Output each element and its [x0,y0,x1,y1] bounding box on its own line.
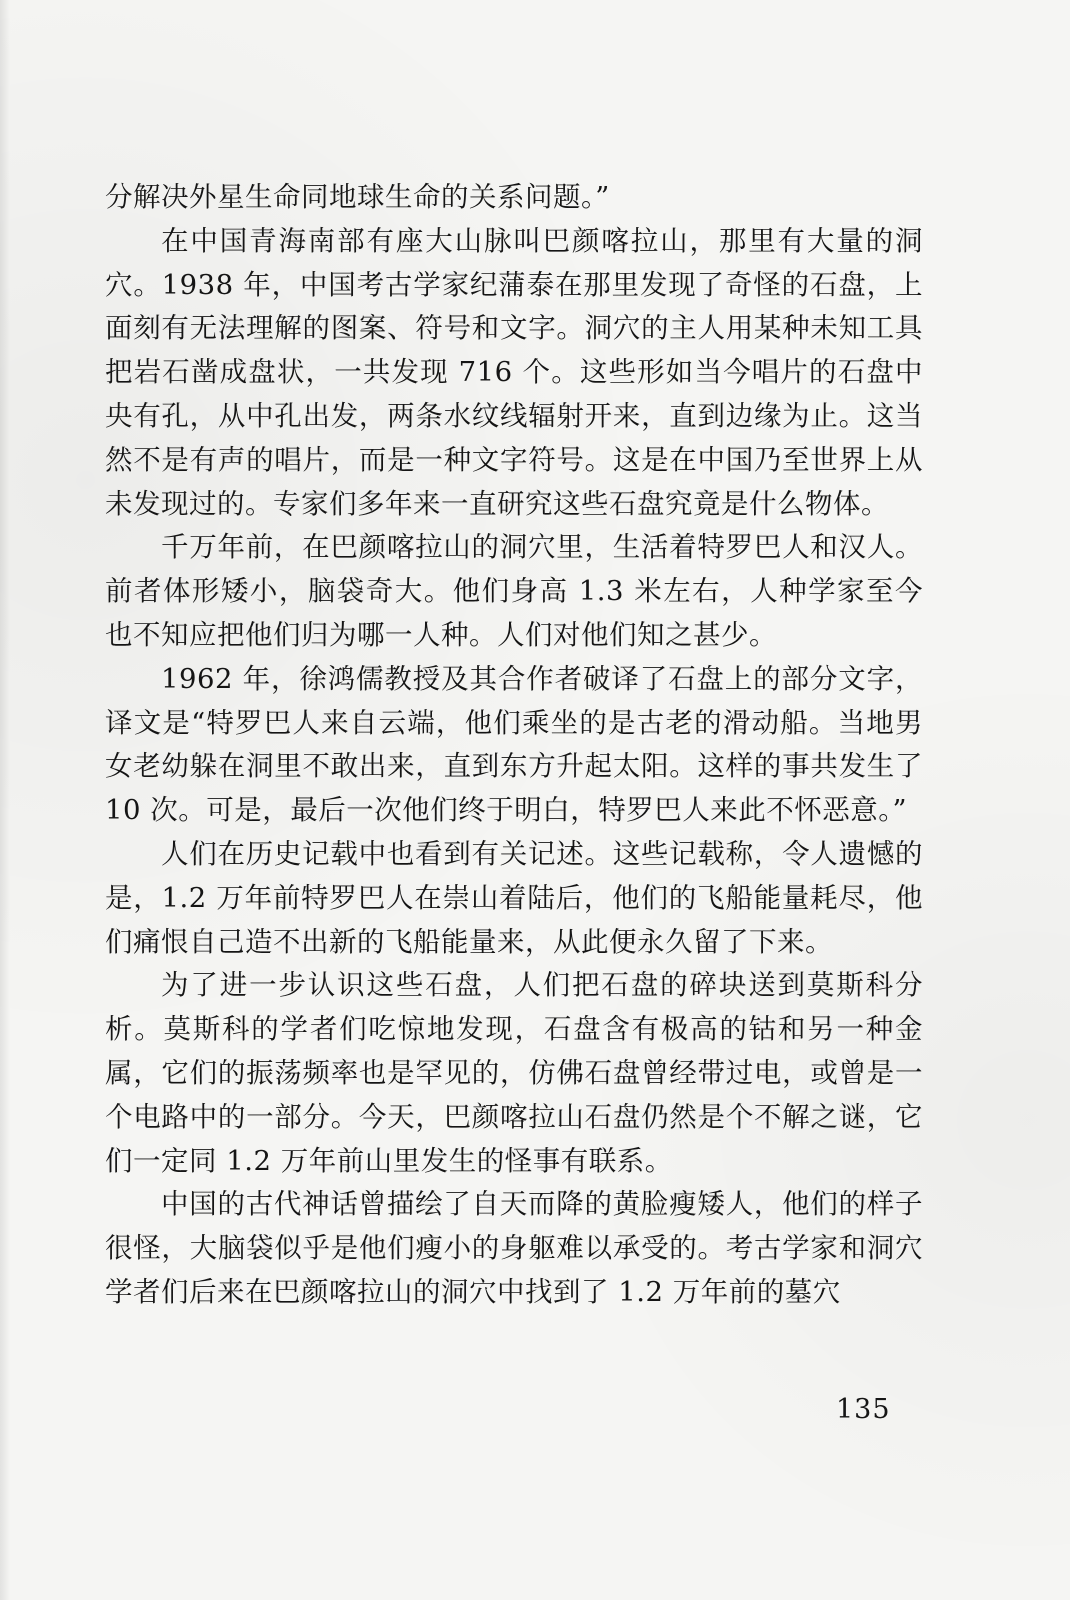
paragraph-dropa-people: 千万年前，在巴颜喀拉山的洞穴里，生活着特罗巴人和汉人。前者体形矮小，脑袋奇大。他们身高 1.3 米左右，人种学家至今也不知应把他们归为哪一人种。人们对他们知之甚少。 [105,531,923,651]
paragraph-bayan-har-caves: 在中国青海南部有座大山脉叫巴颜喀拉山，那里有大量的洞穴。1938 年，中国考古学家纪蒲泰在那里发现了奇怪的石盘，上面刻有无法理解的图案、符号和文字。洞穴的主人用某种未知工具把岩石凿成盘状，一共发现 716 个。这些形如当今唱片的石盘中央有孔，从中孔出发，两条水纹线辐射开来，直到边缘为止。这当然不是有声的唱片，而是一种文字符号。这是在中国乃至世界上从未发现过的。专家们多年来一直研究这些石盘究竟是什么物体。 [105,224,923,520]
paragraph-translation: 1962 年，徐鸿儒教授及其合作者破译了石盘上的部分文字，译文是“特罗巴人来自云端，他们乘坐的是古老的滑动船。当地男女老幼躲在洞里不敢出来，直到东方升起太阳。这样的事共发生了 10 次。可是，最后一次他们终于明白，特罗巴人来此不怀恶意。” [105,662,923,827]
paragraph-moscow-analysis: 为了进一步认识这些石盘，人们把石盘的碎块送到莫斯科分析。莫斯科的学者们吃惊地发现，石盘含有极高的钴和另一种金属，它们的振荡频率也是罕见的，仿佛石盘曾经带过电，或曾是一个电路中的一部分。今天，巴颜喀拉山石盘仍然是个不解之谜，它们一定同 1.2 万年前山里发生的怪事有联系。 [105,969,923,1177]
paragraph-continuation: 分解决外星生命同地球生命的关系问题。” [105,181,610,213]
page-edge-shadow [0,0,10,1600]
paragraph-historical-records: 人们在历史记载中也看到有关记述。这些记载称，令人遗憾的是，1.2 万年前特罗巴人在崇山着陆后，他们的飞船能量耗尽，他们痛恨自己造不出新的飞船能量来，从此便永久留了下来。 [105,837,923,958]
body-text [105,176,923,1315]
page-number: 135 [836,1394,891,1425]
paragraph-ancient-myths: 中国的古代神话曾描绘了自天而降的黄脸瘦矮人，他们的样子很怪，大脑袋似乎是他们瘦小的身躯难以承受的。考古学家和洞穴学者们后来在巴颜喀拉山的洞穴中找到了 1.2 万年前的墓穴 [105,1188,923,1308]
